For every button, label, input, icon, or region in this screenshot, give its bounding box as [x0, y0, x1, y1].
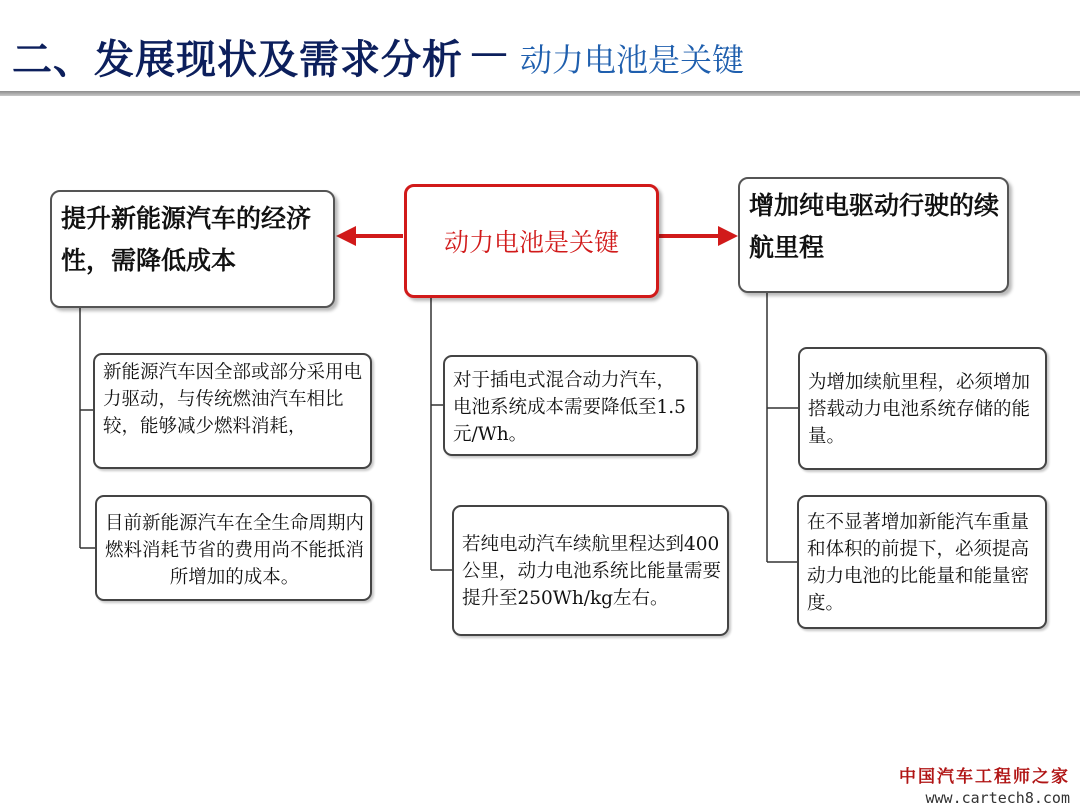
- left-note-1-text: 新能源汽车因全部或部分采用电力驱动，与传统燃油汽车相比较，能够减少燃料消耗，: [103, 362, 363, 437]
- left-heading-box: [50, 190, 335, 308]
- left-note-2: [95, 495, 372, 601]
- right-note-1-text: 为增加续航里程，必须增加搭载动力电池系统存储的能量。: [808, 372, 1031, 447]
- left-note-2-text: 目前新能源汽车在全生命周期内燃料消耗节省的费用尚不能抵消所增加的成本。: [105, 513, 365, 588]
- left-heading-text: 提升新能源汽车的经济性，需降低成本: [61, 204, 312, 275]
- connector-right: [767, 293, 798, 562]
- page-subtitle: 动力电池是关键: [520, 41, 745, 79]
- watermark-name: 中国汽车工程师之家: [899, 767, 1070, 787]
- page-title: 二、发展现状及需求分析: [12, 37, 463, 83]
- right-note-2: [797, 495, 1047, 629]
- watermark: [899, 762, 1070, 807]
- center-node-label: 动力电池是关键: [443, 228, 619, 257]
- right-note-1: [798, 347, 1047, 470]
- middle-note-2: [452, 505, 729, 636]
- right-heading-text: 增加纯电驱动行驶的续航里程: [749, 191, 1000, 262]
- center-node-box: [404, 184, 659, 298]
- middle-note-1: [443, 355, 698, 456]
- left-note-1: [93, 353, 372, 469]
- right-note-2-text: 在不显著增加新能汽车重量和体积的前提下，必须提高动力电池的比能量和能量密度。: [807, 512, 1030, 614]
- watermark-url: www.cartech8.com: [925, 789, 1070, 807]
- middle-note-1-text: 对于插电式混合动力汽车，电池系统成本需要降低至1.5元/Wh。: [453, 370, 686, 445]
- right-heading-box: [738, 177, 1009, 293]
- title-dash: —: [470, 30, 508, 74]
- middle-note-2-text: 若纯电动汽车续航里程达到400公里，动力电池系统比能量需要提升至250Wh/kg左右。: [462, 534, 722, 609]
